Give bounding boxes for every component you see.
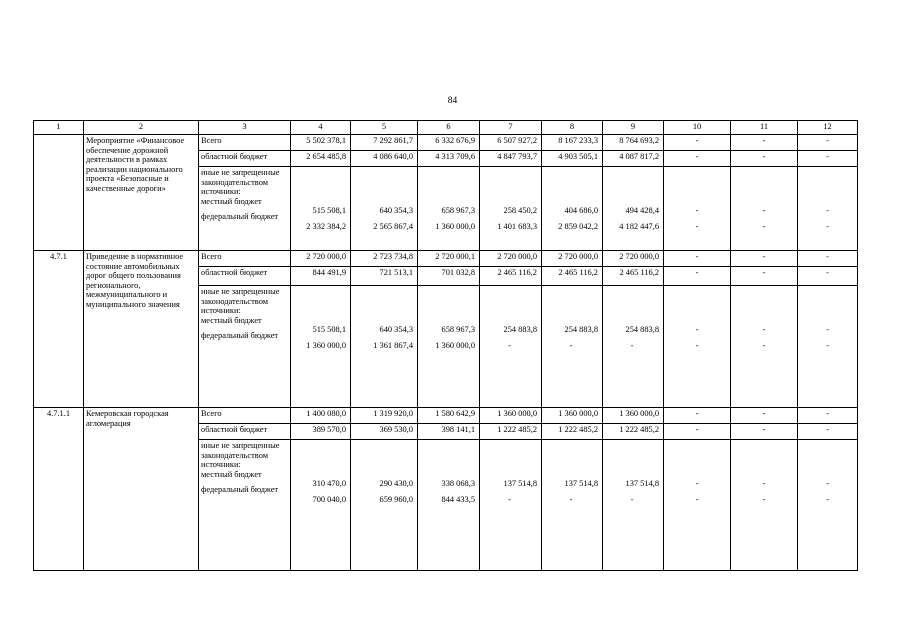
source-label: областной бюджет — [199, 267, 291, 286]
spacer — [666, 441, 728, 479]
federal-value: - — [695, 340, 699, 350]
federal-value: 2 565 867,4 — [373, 221, 413, 231]
local-value: 404 686,0 — [564, 206, 598, 215]
value-stack — [603, 440, 664, 571]
value-stack — [351, 167, 418, 251]
value-cell: 1 580 642,9 — [418, 408, 480, 424]
value-cell: 1 360 000,0 — [542, 408, 603, 424]
value-cell: - — [731, 251, 798, 267]
spacer — [293, 168, 346, 206]
value-cell: 4 847 793,7 — [480, 151, 542, 167]
source-label: Всего — [199, 408, 291, 424]
source-label-group — [199, 440, 291, 571]
local-value: 258 450,2 — [503, 206, 537, 215]
value-cell: - — [798, 151, 858, 167]
value-stack — [418, 286, 480, 408]
local-value: 640 354,3 — [379, 325, 413, 334]
spacer — [666, 168, 728, 206]
value-cell: - — [664, 135, 731, 151]
federal-value: 700 040,0 — [312, 494, 346, 504]
row-name: Приведение в нормативное состояние автомобильных дорог общего пользования регионального, межмуниципального и муниципального значения — [84, 251, 199, 408]
column-header: 9 — [603, 121, 664, 135]
value-stack — [603, 286, 664, 408]
federal-value: 1 360 000,0 — [306, 340, 346, 350]
local-budget-label: местный бюджет — [201, 196, 262, 206]
federal-value: - — [762, 340, 766, 350]
value-cell: 6 332 676,9 — [418, 135, 480, 151]
value-stack — [291, 167, 351, 251]
local-value: 254 883,8 — [503, 325, 537, 334]
local-value: 137 514,8 — [503, 479, 537, 488]
spacer — [482, 287, 537, 325]
value-stack — [798, 440, 858, 571]
other-sources-label: иные не запрещенные законодательством источники: — [201, 441, 280, 470]
value-cell: - — [731, 408, 798, 424]
local-budget-label: местный бюджет — [201, 315, 262, 325]
federal-value: - — [826, 340, 829, 350]
local-value: - — [826, 479, 829, 488]
value-stack — [542, 286, 603, 408]
federal-value: - — [569, 340, 573, 350]
value-cell: - — [664, 408, 731, 424]
row-name: Кемеровская городская агломерация — [84, 408, 199, 571]
local-value: 658 967,3 — [441, 206, 475, 215]
spacer — [733, 168, 795, 206]
value-stack — [798, 286, 858, 408]
federal-value: - — [826, 494, 829, 504]
spacer — [482, 168, 537, 206]
local-value: 310 470,0 — [312, 479, 346, 488]
local-value: 290 430,0 — [379, 479, 413, 488]
value-stack — [731, 286, 798, 408]
local-value: 137 514,8 — [625, 479, 659, 488]
value-cell: - — [731, 267, 798, 286]
column-header: 10 — [664, 121, 731, 135]
table-row — [34, 135, 858, 151]
value-stack — [731, 440, 798, 571]
local-value: - — [762, 325, 766, 334]
local-value: 640 354,3 — [379, 206, 413, 215]
column-header: 5 — [351, 121, 418, 135]
value-cell: - — [798, 251, 858, 267]
value-stack — [418, 440, 480, 571]
column-header: 2 — [84, 121, 199, 135]
federal-value: 1 401 683,3 — [497, 221, 537, 231]
column-header: 7 — [480, 121, 542, 135]
local-value: 515 508,1 — [312, 206, 346, 215]
federal-value: - — [508, 340, 511, 350]
value-cell: 6 507 927,2 — [480, 135, 542, 151]
column-header: 8 — [542, 121, 603, 135]
value-cell: 4 087 817,2 — [603, 151, 664, 167]
other-sources-label: иные не запрещенные законодательством источники: — [201, 287, 280, 316]
value-cell: 1 222 485,2 — [603, 424, 664, 440]
value-stack — [291, 286, 351, 408]
federal-value: - — [695, 494, 699, 504]
source-label: областной бюджет — [199, 424, 291, 440]
value-cell: 4 903 505,1 — [542, 151, 603, 167]
federal-value: 2 332 384,2 — [306, 221, 346, 231]
other-sources-label: иные не запрещенные законодательством источники: — [201, 168, 280, 197]
spacer — [733, 287, 795, 325]
federal-value: 1 360 000,0 — [435, 221, 475, 231]
value-stack — [664, 286, 731, 408]
value-stack — [480, 286, 542, 408]
value-cell: 844 491,9 — [291, 267, 351, 286]
local-value: - — [762, 206, 766, 215]
federal-value: - — [569, 494, 573, 504]
value-cell: 2 654 485,8 — [291, 151, 351, 167]
local-value: - — [695, 479, 699, 488]
value-stack — [351, 286, 418, 408]
value-cell: 8 167 233,3 — [542, 135, 603, 151]
column-header: 4 — [291, 121, 351, 135]
federal-value: - — [762, 221, 766, 231]
value-stack — [603, 167, 664, 251]
value-cell: - — [798, 424, 858, 440]
value-cell: - — [798, 267, 858, 286]
spacer — [666, 287, 728, 325]
value-cell: 1 222 485,2 — [480, 424, 542, 440]
spacer — [605, 168, 659, 206]
value-stack — [542, 167, 603, 251]
spacer — [293, 441, 346, 479]
value-cell: 721 513,1 — [351, 267, 418, 286]
local-value: 515 508,1 — [312, 325, 346, 334]
spacer — [544, 287, 598, 325]
local-value: 254 883,8 — [564, 325, 598, 334]
value-cell: 2 723 734,8 — [351, 251, 418, 267]
value-cell: 4 086 640,0 — [351, 151, 418, 167]
column-header: 6 — [418, 121, 480, 135]
value-cell: 2 720 000,0 — [480, 251, 542, 267]
value-cell: - — [664, 151, 731, 167]
federal-budget-label: федеральный бюджет — [201, 331, 279, 341]
value-cell: 1 400 080,0 — [291, 408, 351, 424]
value-cell: 389 570,0 — [291, 424, 351, 440]
spacer — [420, 441, 475, 479]
local-value: 254 883,8 — [625, 325, 659, 334]
federal-value: 2 859 042,2 — [558, 221, 598, 231]
spacer — [293, 287, 346, 325]
spacer — [544, 441, 598, 479]
row-code: 4.7.1 — [34, 251, 84, 408]
value-cell: 5 502 378,1 — [291, 135, 351, 151]
spacer — [605, 441, 659, 479]
local-value: 494 428,4 — [625, 206, 659, 215]
local-value: - — [826, 325, 829, 334]
federal-value: 1 361 867,4 — [373, 340, 413, 350]
federal-budget-label: федеральный бюджет — [201, 485, 279, 495]
federal-value: - — [826, 221, 829, 231]
value-cell: 2 465 116,2 — [542, 267, 603, 286]
value-cell: - — [798, 135, 858, 151]
value-stack — [418, 167, 480, 251]
federal-value: 1 360 000,0 — [435, 340, 475, 350]
value-stack — [480, 440, 542, 571]
local-value: - — [695, 206, 699, 215]
value-cell: 369 530,0 — [351, 424, 418, 440]
value-cell: 1 319 920,0 — [351, 408, 418, 424]
value-cell: - — [664, 251, 731, 267]
value-cell: - — [731, 424, 798, 440]
value-cell: 2 720 000,0 — [542, 251, 603, 267]
spacer — [800, 168, 855, 206]
value-cell: 1 222 485,2 — [542, 424, 603, 440]
value-cell: - — [664, 267, 731, 286]
header-row — [34, 121, 858, 135]
spacer — [420, 287, 475, 325]
budget-table — [33, 120, 858, 571]
row-code — [34, 135, 84, 251]
row-name: Мероприятие «Финансовое обеспечение дорожной деятельности в рамках реализации национального проекта «Безопасные и качественные дороги» — [84, 135, 199, 251]
value-cell: 1 360 000,0 — [480, 408, 542, 424]
federal-budget-label: федеральный бюджет — [201, 212, 279, 222]
value-cell: 701 032,8 — [418, 267, 480, 286]
spacer — [800, 287, 855, 325]
federal-value: - — [630, 340, 634, 350]
spacer — [800, 441, 855, 479]
value-cell: 2 720 000,0 — [603, 251, 664, 267]
value-cell: 4 313 709,6 — [418, 151, 480, 167]
value-cell: 2 720 000,1 — [418, 251, 480, 267]
spacer — [605, 287, 659, 325]
column-header: 3 — [199, 121, 291, 135]
federal-value: 659 960,0 — [379, 494, 413, 504]
column-header: 1 — [34, 121, 84, 135]
spacer — [544, 168, 598, 206]
local-value: - — [762, 479, 766, 488]
federal-value: - — [762, 494, 766, 504]
spacer — [353, 441, 413, 479]
spacer — [733, 441, 795, 479]
table-row — [34, 408, 858, 424]
value-cell: 8 764 693,2 — [603, 135, 664, 151]
spacer — [482, 441, 537, 479]
federal-value: - — [695, 221, 699, 231]
spacer — [420, 168, 475, 206]
local-budget-label: местный бюджет — [201, 469, 262, 479]
row-code: 4.7.1.1 — [34, 408, 84, 571]
spacer — [353, 287, 413, 325]
column-header: 11 — [731, 121, 798, 135]
source-label-group — [199, 286, 291, 408]
source-label-group — [199, 167, 291, 251]
value-cell: 2 465 116,2 — [480, 267, 542, 286]
value-cell: 2 465 116,2 — [603, 267, 664, 286]
value-stack — [664, 167, 731, 251]
source-label: Всего — [199, 135, 291, 151]
local-value: 338 068,3 — [441, 479, 475, 488]
federal-value: 844 433,5 — [441, 494, 475, 504]
value-stack — [542, 440, 603, 571]
spacer — [353, 168, 413, 206]
value-stack — [291, 440, 351, 571]
value-cell: - — [664, 424, 731, 440]
value-cell: - — [798, 408, 858, 424]
page-number: 84 — [447, 96, 458, 106]
local-value: 658 967,3 — [441, 325, 475, 334]
value-stack — [798, 167, 858, 251]
local-value: - — [826, 206, 829, 215]
value-cell: 1 360 000,0 — [603, 408, 664, 424]
value-stack — [731, 167, 798, 251]
value-stack — [664, 440, 731, 571]
local-value: - — [695, 325, 699, 334]
source-label: Всего — [199, 251, 291, 267]
federal-value: - — [508, 494, 511, 504]
value-cell: - — [731, 135, 798, 151]
value-cell: 7 292 861,7 — [351, 135, 418, 151]
table-row — [34, 251, 858, 267]
source-label: областной бюджет — [199, 151, 291, 167]
federal-value: - — [630, 494, 634, 504]
column-header: 12 — [798, 121, 858, 135]
value-stack — [351, 440, 418, 571]
value-cell: 2 720 000,0 — [291, 251, 351, 267]
value-cell: 398 141,1 — [418, 424, 480, 440]
value-cell: - — [731, 151, 798, 167]
local-value: 137 514,8 — [564, 479, 598, 488]
federal-value: 4 182 447,6 — [619, 221, 659, 231]
value-stack — [480, 167, 542, 251]
